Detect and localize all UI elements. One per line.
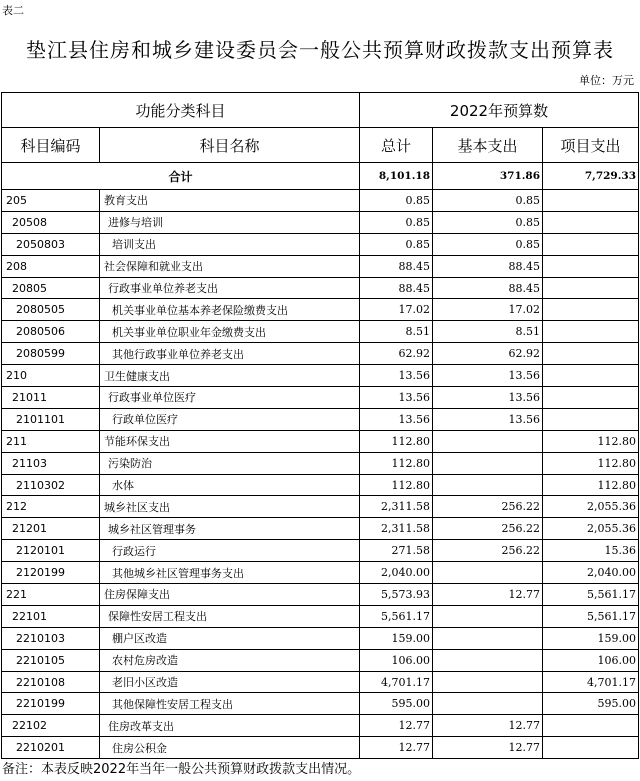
table-row (2, 649, 639, 671)
basic-cell: 12.77 (433, 715, 543, 737)
header-name: 科目名称 (100, 128, 360, 163)
code-cell: 2120101 (2, 540, 100, 562)
code-cell: 2050803 (2, 233, 100, 255)
code-cell: 22101 (2, 605, 100, 627)
table-row (2, 737, 639, 759)
table-row (2, 387, 639, 409)
project-cell (543, 408, 639, 430)
code-cell: 211 (2, 430, 100, 452)
basic-cell: 0.85 (433, 211, 543, 233)
total-cell: 62.92 (360, 343, 433, 365)
code-cell: 2120199 (2, 562, 100, 584)
code-cell: 2101101 (2, 408, 100, 430)
name-cell: 城乡社区管理事务 (100, 518, 360, 540)
document-label: 表二 (2, 4, 24, 17)
total-cell: 88.45 (360, 255, 433, 277)
project-cell: 5,561.17 (543, 584, 639, 606)
code-cell: 2210201 (2, 737, 100, 759)
code-cell: 2210108 (2, 671, 100, 693)
name-cell: 棚户区改造 (100, 627, 360, 649)
basic-cell: 8.51 (433, 321, 543, 343)
table-row (2, 365, 639, 387)
project-cell: 5,561.17 (543, 605, 639, 627)
project-cell (543, 365, 639, 387)
basic-cell (433, 671, 543, 693)
basic-cell (433, 452, 543, 474)
table-row (2, 452, 639, 474)
total-row (2, 163, 639, 190)
name-cell: 行政运行 (100, 540, 360, 562)
code-cell: 212 (2, 496, 100, 518)
name-cell: 农村危房改造 (100, 649, 360, 671)
table-row (2, 233, 639, 255)
basic-cell (433, 649, 543, 671)
name-cell: 卫生健康支出 (100, 365, 360, 387)
code-cell: 2110302 (2, 474, 100, 496)
code-cell: 2080599 (2, 343, 100, 365)
code-cell: 20508 (2, 211, 100, 233)
code-cell: 2210103 (2, 627, 100, 649)
table-row (2, 321, 639, 343)
project-cell (543, 299, 639, 321)
project-cell: 2,055.36 (543, 518, 639, 540)
project-cell (543, 255, 639, 277)
basic-cell: 62.92 (433, 343, 543, 365)
total-cell: 0.85 (360, 211, 433, 233)
project-cell (543, 190, 639, 212)
table-row (2, 671, 639, 693)
page-title: 垫江县住房和城乡建设委员会一般公共预算财政拨款支出预算表 (26, 38, 614, 62)
header-total: 总计 (360, 128, 433, 163)
name-cell: 行政事业单位医疗 (100, 387, 360, 409)
project-cell: 159.00 (543, 627, 639, 649)
name-cell: 节能环保支出 (100, 430, 360, 452)
name-cell: 城乡社区支出 (100, 496, 360, 518)
table-row (2, 255, 639, 277)
project-cell: 112.80 (543, 474, 639, 496)
table-row (2, 627, 639, 649)
name-cell: 住房改革支出 (100, 715, 360, 737)
project-cell (543, 737, 639, 759)
name-cell: 进修与培训 (100, 211, 360, 233)
basic-cell (433, 474, 543, 496)
name-cell: 其他行政事业单位养老支出 (100, 343, 360, 365)
basic-cell: 12.77 (433, 737, 543, 759)
total-cell: 2,311.58 (360, 496, 433, 518)
table-row (2, 584, 639, 606)
basic-cell: 17.02 (433, 299, 543, 321)
basic-cell: 256.22 (433, 518, 543, 540)
name-cell: 住房公积金 (100, 737, 360, 759)
total-cell: 0.85 (360, 190, 433, 212)
code-cell: 2210105 (2, 649, 100, 671)
total-cell: 13.56 (360, 408, 433, 430)
project-cell (543, 321, 639, 343)
table-row (2, 299, 639, 321)
basic-cell (433, 430, 543, 452)
table-row (2, 430, 639, 452)
table-row (2, 562, 639, 584)
header-func-class: 功能分类科目 (2, 93, 360, 128)
total-project: 7,729.33 (543, 163, 639, 190)
code-cell: 21011 (2, 387, 100, 409)
project-cell: 112.80 (543, 452, 639, 474)
project-cell: 112.80 (543, 430, 639, 452)
name-cell: 机关事业单位职业年金缴费支出 (100, 321, 360, 343)
project-cell: 2,055.36 (543, 496, 639, 518)
project-cell: 2,040.00 (543, 562, 639, 584)
project-cell: 4,701.17 (543, 671, 639, 693)
total-cell: 17.02 (360, 299, 433, 321)
total-cell: 4,701.17 (360, 671, 433, 693)
table-row (2, 540, 639, 562)
table-row (2, 693, 639, 715)
project-cell: 15.36 (543, 540, 639, 562)
project-cell: 595.00 (543, 693, 639, 715)
total-cell: 12.77 (360, 737, 433, 759)
code-cell: 208 (2, 255, 100, 277)
name-cell: 其他保障性安居工程支出 (100, 693, 360, 715)
budget-table (1, 92, 639, 759)
total-cell: 595.00 (360, 693, 433, 715)
total-cell: 0.85 (360, 233, 433, 255)
total-cell: 2,040.00 (360, 562, 433, 584)
total-cell: 106.00 (360, 649, 433, 671)
name-cell: 保障性安居工程支出 (100, 605, 360, 627)
basic-cell: 88.45 (433, 255, 543, 277)
name-cell: 行政事业单位养老支出 (100, 277, 360, 299)
code-cell: 205 (2, 190, 100, 212)
basic-cell: 13.56 (433, 365, 543, 387)
basic-cell: 12.77 (433, 584, 543, 606)
project-cell (543, 233, 639, 255)
footnote: 备注：本表反映2022年当年一般公共预算财政拨款支出情况。 (2, 762, 361, 777)
table-row (2, 190, 639, 212)
basic-cell: 256.22 (433, 496, 543, 518)
table-row (2, 518, 639, 540)
header-project: 项目支出 (543, 128, 639, 163)
table-row (2, 474, 639, 496)
total-cell: 159.00 (360, 627, 433, 649)
code-cell: 22102 (2, 715, 100, 737)
table-row (2, 496, 639, 518)
total-cell: 12.77 (360, 715, 433, 737)
code-cell: 21201 (2, 518, 100, 540)
total-label: 合计 (2, 163, 360, 190)
basic-cell (433, 562, 543, 584)
total-total: 8,101.18 (360, 163, 433, 190)
project-cell (543, 343, 639, 365)
table-row (2, 211, 639, 233)
table-row (2, 605, 639, 627)
header-basic: 基本支出 (433, 128, 543, 163)
name-cell: 培训支出 (100, 233, 360, 255)
basic-cell: 0.85 (433, 233, 543, 255)
basic-cell (433, 627, 543, 649)
code-cell: 20805 (2, 277, 100, 299)
table-row (2, 408, 639, 430)
code-cell: 21103 (2, 452, 100, 474)
unit-label: 单位：万元 (579, 74, 634, 87)
basic-cell: 0.85 (433, 190, 543, 212)
project-cell: 106.00 (543, 649, 639, 671)
total-cell: 112.80 (360, 430, 433, 452)
name-cell: 污染防治 (100, 452, 360, 474)
total-cell: 13.56 (360, 365, 433, 387)
project-cell (543, 715, 639, 737)
basic-cell: 256.22 (433, 540, 543, 562)
basic-cell (433, 693, 543, 715)
total-cell: 5,561.17 (360, 605, 433, 627)
table-row (2, 343, 639, 365)
basic-cell (433, 605, 543, 627)
total-cell: 271.58 (360, 540, 433, 562)
total-cell: 112.80 (360, 452, 433, 474)
name-cell: 老旧小区改造 (100, 671, 360, 693)
total-cell: 2,311.58 (360, 518, 433, 540)
name-cell: 其他城乡社区管理事务支出 (100, 562, 360, 584)
code-cell: 221 (2, 584, 100, 606)
basic-cell: 13.56 (433, 408, 543, 430)
total-cell: 112.80 (360, 474, 433, 496)
project-cell (543, 211, 639, 233)
name-cell: 社会保障和就业支出 (100, 255, 360, 277)
code-cell: 210 (2, 365, 100, 387)
basic-cell: 88.45 (433, 277, 543, 299)
total-cell: 13.56 (360, 387, 433, 409)
name-cell: 水体 (100, 474, 360, 496)
total-basic: 371.86 (433, 163, 543, 190)
total-cell: 88.45 (360, 277, 433, 299)
name-cell: 住房保障支出 (100, 584, 360, 606)
name-cell: 机关事业单位基本养老保险缴费支出 (100, 299, 360, 321)
code-cell: 2080505 (2, 299, 100, 321)
name-cell: 行政单位医疗 (100, 408, 360, 430)
table-row (2, 277, 639, 299)
basic-cell: 13.56 (433, 387, 543, 409)
project-cell (543, 277, 639, 299)
table-row (2, 715, 639, 737)
code-cell: 2080506 (2, 321, 100, 343)
code-cell: 2210199 (2, 693, 100, 715)
header-budget-year: 2022年预算数 (360, 93, 639, 128)
name-cell: 教育支出 (100, 190, 360, 212)
total-cell: 8.51 (360, 321, 433, 343)
total-cell: 5,573.93 (360, 584, 433, 606)
project-cell (543, 387, 639, 409)
header-code: 科目编码 (2, 128, 100, 163)
